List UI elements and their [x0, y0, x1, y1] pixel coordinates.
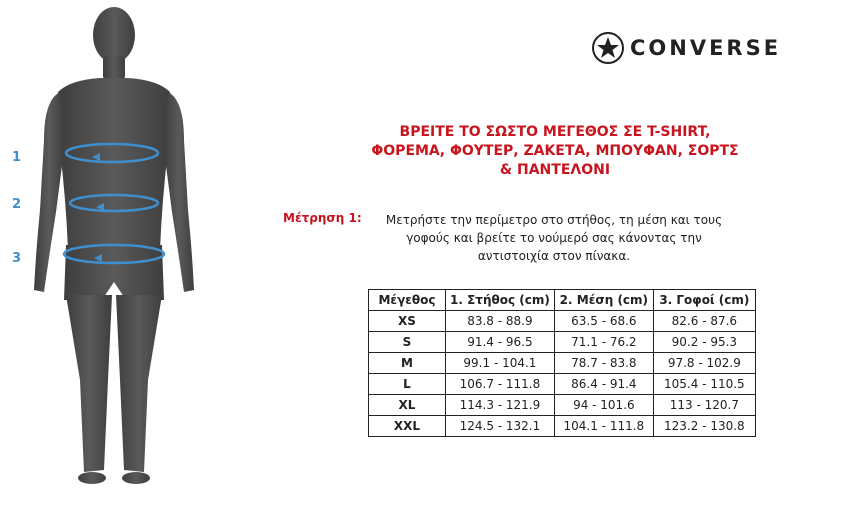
table-row	[369, 416, 756, 437]
measurement-instructions	[372, 211, 736, 265]
measurement-label: Μέτρηση 1:	[283, 211, 362, 225]
cell-size: M	[369, 353, 446, 374]
header-size: Μέγεθος	[369, 290, 446, 311]
cell-waist: 63.5 - 68.6	[554, 311, 653, 332]
cell-waist: 94 - 101.6	[554, 395, 653, 416]
table-row	[369, 353, 756, 374]
cell-hips: 123.2 - 130.8	[653, 416, 755, 437]
converse-logo	[592, 32, 781, 64]
table-row	[369, 395, 756, 416]
cell-chest: 114.3 - 121.9	[446, 395, 555, 416]
cell-chest: 99.1 - 104.1	[446, 353, 555, 374]
cell-waist: 104.1 - 111.8	[554, 416, 653, 437]
cell-size: XXL	[369, 416, 446, 437]
instruction-line: γοφούς και βρείτε το νούμερό σας κάνοντας την	[406, 231, 702, 245]
cell-waist: 71.1 - 76.2	[554, 332, 653, 353]
star-icon	[592, 32, 624, 64]
cell-hips: 97.8 - 102.9	[653, 353, 755, 374]
table-row	[369, 311, 756, 332]
cell-chest: 83.8 - 88.9	[446, 311, 555, 332]
cell-hips: 113 - 120.7	[653, 395, 755, 416]
table-row	[369, 332, 756, 353]
body-figure	[0, 0, 200, 502]
cell-size: L	[369, 374, 446, 395]
marker-chest: 1	[12, 150, 22, 165]
headline-line: ΒΡΕΙΤΕ ΤΟ ΣΩΣΤΟ ΜΕΓΕΘΟΣ ΣΕ T-SHIRT,	[399, 124, 711, 140]
cell-waist: 78.7 - 83.8	[554, 353, 653, 374]
header-chest: 1. Στήθος (cm)	[446, 290, 555, 311]
cell-hips: 82.6 - 87.6	[653, 311, 755, 332]
marker-waist: 2	[12, 197, 22, 212]
marker-hips: 3	[12, 251, 22, 266]
header-waist: 2. Μέση (cm)	[554, 290, 653, 311]
cell-chest: 124.5 - 132.1	[446, 416, 555, 437]
cell-chest: 91.4 - 96.5	[446, 332, 555, 353]
cell-size: XL	[369, 395, 446, 416]
instruction-line: Μετρήστε την περίμετρο στο στήθος, τη μέση και τους	[385, 213, 723, 227]
cell-chest: 106.7 - 111.8	[446, 374, 555, 395]
human-silhouette-icon	[0, 0, 200, 502]
headline-line: ΦΟΡΕΜΑ, ΦΟΥΤΕΡ, ΖΑΚΕΤΑ, ΜΠΟΥΦΑΝ, ΣΟΡΤΣ	[371, 143, 739, 159]
instruction-line: αντιστοιχία στον πίνακα.	[477, 249, 631, 263]
cell-size: XS	[369, 311, 446, 332]
size-chart-table	[368, 289, 756, 437]
brand-name: CONVERSE	[630, 36, 782, 60]
cell-hips: 90.2 - 95.3	[653, 332, 755, 353]
table-header-row	[369, 290, 756, 311]
header-hips: 3. Γοφοί (cm)	[653, 290, 755, 311]
cell-hips: 105.4 - 110.5	[653, 374, 755, 395]
cell-size: S	[369, 332, 446, 353]
table-row	[369, 374, 756, 395]
cell-waist: 86.4 - 91.4	[554, 374, 653, 395]
headline-line: & ΠΑΝΤΕΛΟΝΙ	[499, 162, 611, 178]
page-headline	[355, 123, 755, 180]
